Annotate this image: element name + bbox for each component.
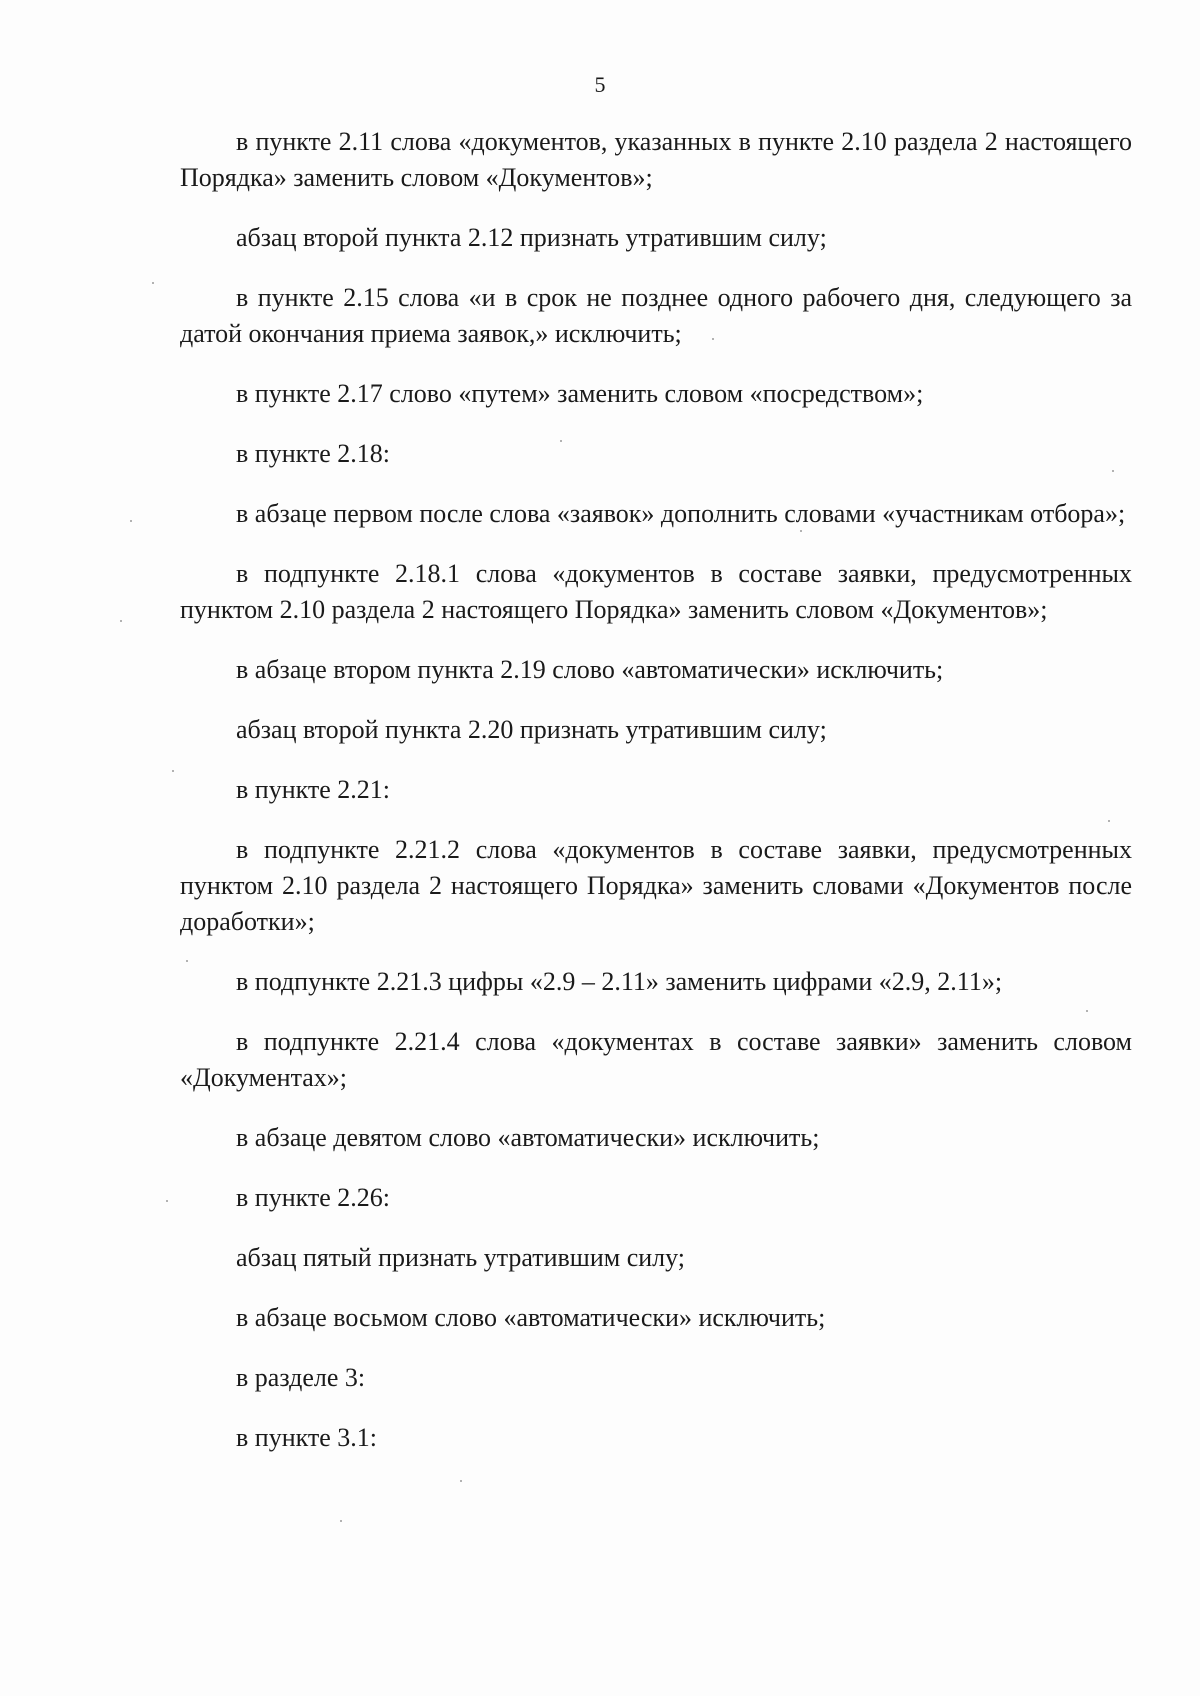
paragraph-15: в пункте 2.26:	[236, 1183, 391, 1212]
paragraph-18: в разделе 3:	[236, 1363, 366, 1392]
scan-speck	[1112, 470, 1114, 472]
scan-speck	[560, 440, 562, 442]
paragraph-3: в пункте 2.15 слова «и в срок не позднее одного рабочего дня, следующего за датой окончания приема заявок,» исключить;	[180, 283, 1132, 348]
scan-speck	[712, 338, 714, 340]
paragraph-12: в подпункте 2.21.3 цифры «2.9 – 2.11» заменить цифрами «2.9, 2.11»;	[236, 967, 1003, 996]
paragraph-10: в пункте 2.21:	[236, 775, 391, 804]
scan-speck	[340, 1520, 342, 1522]
scan-speck	[130, 520, 132, 522]
paragraph-4: в пункте 2.17 слово «путем» заменить словом «посредством»;	[236, 379, 924, 408]
paragraph-6: в абзаце первом после слова «заявок» дополнить словами «участникам отбора»;	[236, 499, 1126, 528]
paragraph-8: в абзаце втором пункта 2.19 слово «автоматически» исключить;	[236, 655, 944, 684]
scan-speck	[800, 530, 802, 532]
paragraph-14: в абзаце девятом слово «автоматически» исключить;	[236, 1123, 820, 1152]
paragraph-2: абзац второй пункта 2.12 признать утратившим силу;	[236, 223, 827, 252]
paragraph-17: в абзаце восьмом слово «автоматически» исключить;	[236, 1303, 826, 1332]
scan-speck	[186, 960, 188, 962]
scan-speck	[460, 1480, 462, 1482]
scan-speck	[172, 770, 174, 772]
scan-speck	[1108, 820, 1110, 822]
paragraph-13: в подпункте 2.21.4 слова «документах в составе заявки» заменить словом «Документах»;	[180, 1027, 1132, 1092]
scan-speck	[1086, 1010, 1088, 1012]
scan-speck	[120, 620, 122, 622]
paragraph-5: в пункте 2.18:	[236, 439, 391, 468]
paragraph-19: в пункте 3.1:	[236, 1423, 378, 1452]
scan-speck	[152, 282, 154, 284]
scan-speck	[166, 1200, 168, 1202]
paragraph-16: абзац пятый признать утратившим силу;	[236, 1243, 686, 1272]
page-number: 5	[594, 72, 606, 97]
document-body	[180, 124, 1132, 1480]
paragraph-1: в пункте 2.11 слова «документов, указанных в пункте 2.10 раздела 2 настоящего Порядка» заменить словом «Документов»;	[180, 127, 1132, 192]
paragraph-7: в подпункте 2.18.1 слова «документов в составе заявки, предусмотренных пунктом 2.10 раздела 2 настоящего Порядка» заменить словом «Документов»;	[180, 559, 1132, 624]
paragraph-9: абзац второй пункта 2.20 признать утратившим силу;	[236, 715, 827, 744]
paragraph-11: в подпункте 2.21.2 слова «документов в составе заявки, предусмотренных пунктом 2.10 раздела 2 настоящего Порядка» заменить словами «Документов после доработки»;	[180, 835, 1132, 936]
